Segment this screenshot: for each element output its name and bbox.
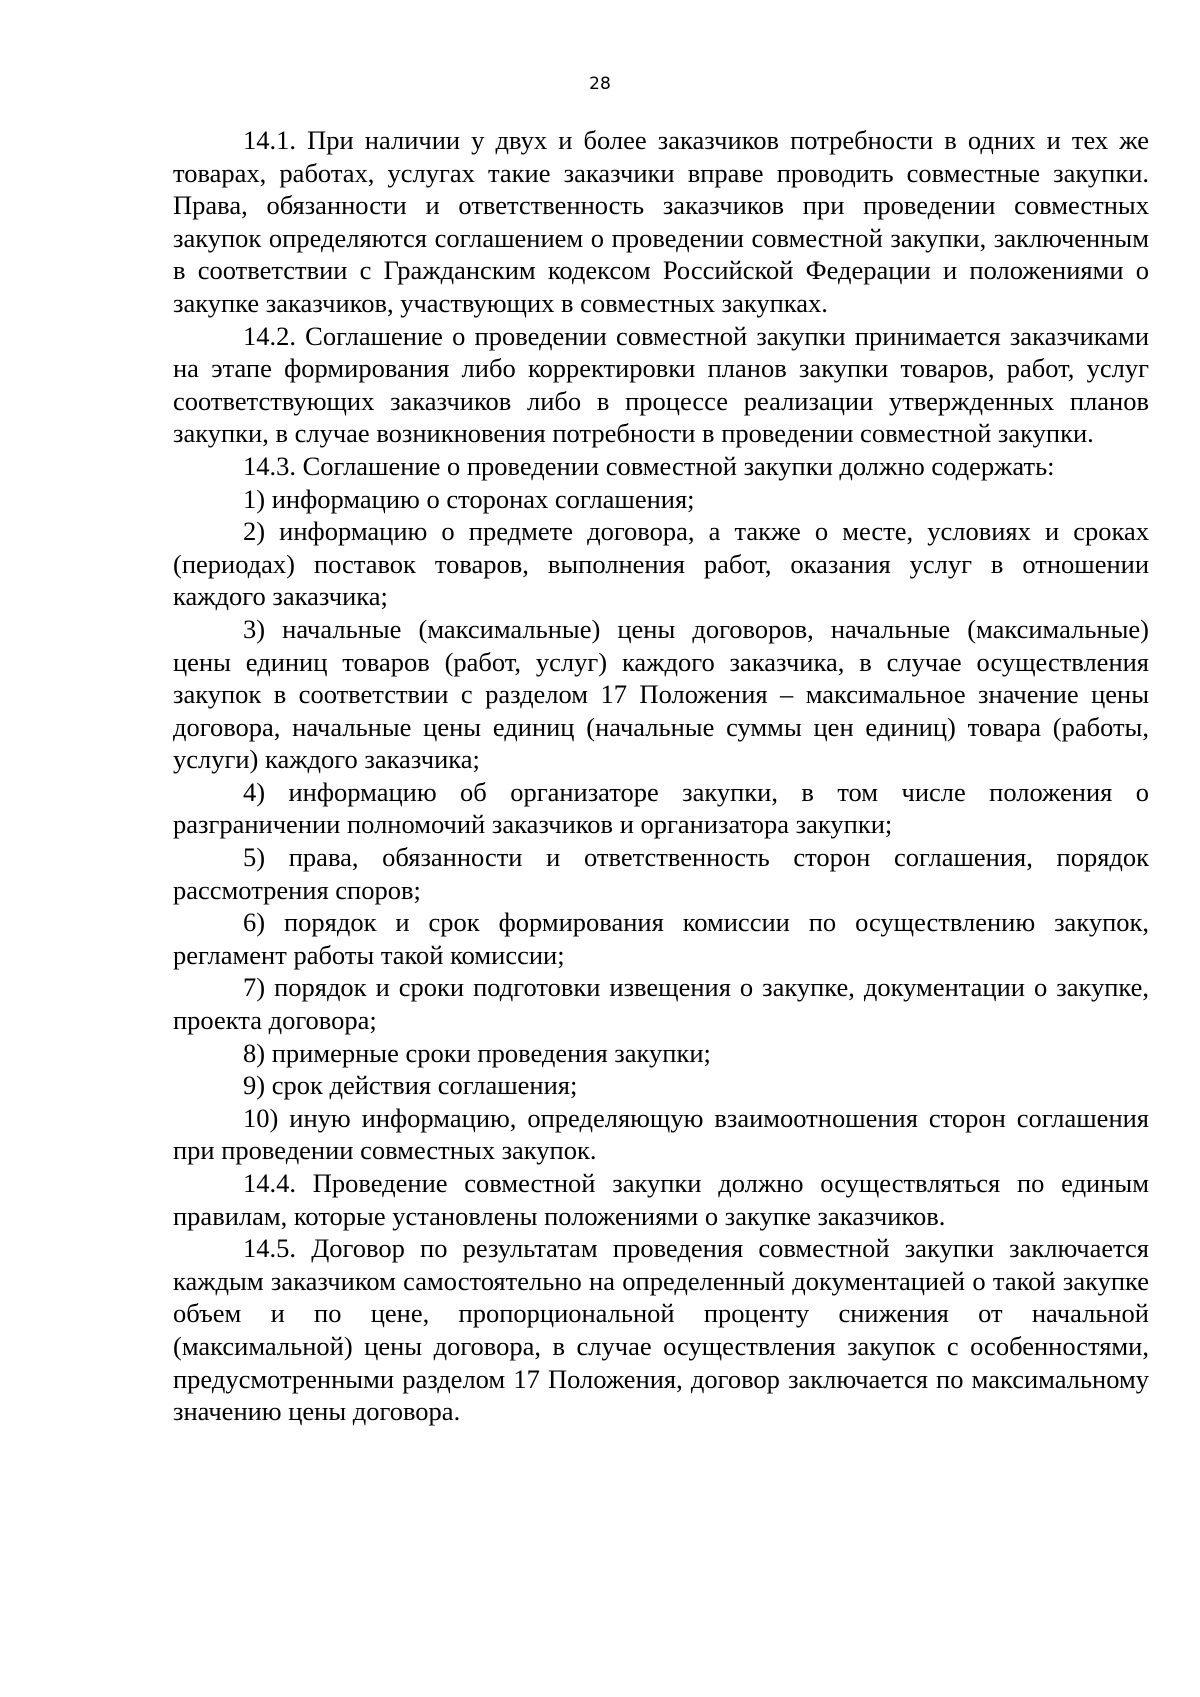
list-item-6: 6) порядок и срок формирования комиссии по осуществлению закупок, регламент работы такой комиссии; <box>173 907 1149 970</box>
list-item-8: 8) примерные сроки проведения закупки; <box>243 1037 711 1068</box>
paragraph-14-5: 14.5. Договор по результатам проведения совместной закупки заключается каждым заказчиком самостоятельно на определенный документацией о такой закупке объем и по цене, пропорциональной проценту снижения от начальной (максимальной) цены договора, в случае осуществления закупок с особенностями, предусмотренными разделом 17 Положения, договор заключается по максимальному значению цены договора. <box>173 1233 1149 1427</box>
paragraph-14-3: 14.3. Соглашение о проведении совместной закупки должно содержать: <box>243 450 1055 481</box>
document-body <box>173 124 1149 1428</box>
list-item-5: 5) права, обязанности и ответственность сторон соглашения, порядок рассмотрения споров; <box>173 842 1149 905</box>
list-item-4: 4) информацию об организаторе закупки, в том числе положения о разграничении полномочий заказчиков и организатора закупки; <box>173 776 1149 840</box>
list-item-3: 3) начальные (максимальные) цены договоров, начальные (максимальные) цены единиц товаров (работ, услуг) каждого заказчика, в случае осуществления закупок в соответствии с разделом 17 Положения – максимальное значение цены договора, начальные цены единиц (начальные суммы цен единиц) товара (работы, услуги) каждого заказчика; <box>173 613 1149 775</box>
paragraph-14-2: 14.2. Соглашение о проведении совместной закупки принимается заказчиками на этапе формирования либо корректировки планов закупки товаров, работ, услуг соответствующих заказчиков либо в процессе реализации утвержденных планов закупки, в случае возникновения потребности в проведении совместной закупки. <box>173 320 1149 449</box>
list-item-10: 10) иную информацию, определяющую взаимоотношения сторон соглашения при проведении совместных закупок. <box>173 1102 1149 1166</box>
page-number: 28 <box>589 74 611 94</box>
list-item-9: 9) срок действия соглашения; <box>243 1070 578 1101</box>
list-item-1: 1) информацию о сторонах соглашения; <box>243 483 695 514</box>
paragraph-14-4: 14.4. Проведение совместной закупки должно осуществляться по единым правилам, которые установлены положениями о закупке заказчиков. <box>173 1168 1149 1231</box>
list-item-7: 7) порядок и сроки подготовки извещения о закупке, документации о закупке, проекта договора; <box>173 972 1149 1036</box>
list-item-2: 2) информацию о предмете договора, а также о месте, условиях и сроках (периодах) поставок товаров, выполнения работ, оказания услуг в отношении каждого заказчика; <box>173 516 1149 612</box>
paragraph-14-1: 14.1. При наличии у двух и более заказчиков потребности в одних и тех же товарах, работах, услугах такие заказчики вправе проводить совместные закупки. Права, обязанности и ответственность заказчиков при проведении совместных закупок определяются соглашением о проведении совместной закупки, заключенным в соответствии с Гражданским кодексом Российской Федерации и положениями о закупке заказчиков, участвующих в совместных закупках. <box>173 125 1149 318</box>
